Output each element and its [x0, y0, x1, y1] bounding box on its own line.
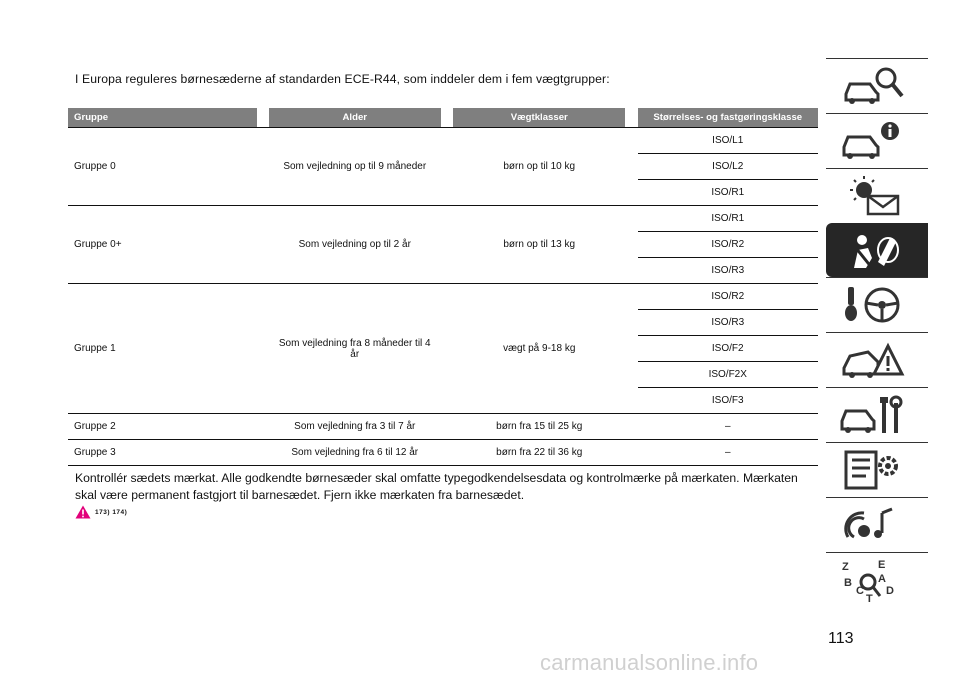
car-breakdown-icon: [838, 338, 910, 382]
age-cell: Som vejledning fra 6 til 12 år: [269, 439, 441, 466]
group-cell: Gruppe 2: [68, 413, 257, 439]
tab-car-info[interactable]: [826, 113, 928, 168]
size-class-cell: –: [638, 413, 819, 439]
header-size: Størrelses- og fastgøringsklasse: [638, 108, 819, 127]
weight-cell: børn fra 22 til 36 kg: [453, 439, 625, 466]
size-class-cell: ISO/R1: [638, 205, 819, 231]
tab-emergency[interactable]: [826, 332, 928, 387]
svg-text:A: A: [878, 573, 886, 585]
tab-index[interactable]: [826, 552, 928, 607]
car-info-icon: [838, 119, 910, 163]
key-steering-icon: [838, 283, 910, 327]
size-class-cell: –: [638, 439, 819, 466]
header-age: Alder: [269, 108, 441, 127]
table-row: [68, 205, 818, 231]
car-search-icon: [838, 64, 910, 108]
table-row: [68, 283, 818, 309]
warning-triangle-icon: [75, 505, 91, 519]
weight-cell: børn fra 15 til 25 kg: [453, 413, 625, 439]
svg-text:E: E: [878, 559, 886, 571]
svg-text:B: B: [844, 577, 852, 589]
svg-text:T: T: [866, 593, 873, 602]
iso-class-table: [68, 108, 818, 466]
warning-light-message-icon: [838, 174, 910, 218]
chapter-sidebar: [826, 58, 928, 607]
group-cell: Gruppe 1: [68, 283, 257, 413]
group-cell: Gruppe 0+: [68, 205, 257, 283]
size-class-cell: ISO/L2: [638, 153, 819, 179]
watermark: carmanualsonline.info: [540, 650, 759, 675]
weight-cell: vægt på 9-18 kg: [453, 283, 625, 413]
warning-refs: 173) 174): [95, 508, 128, 516]
age-cell: Som vejledning fra 8 måneder til 4 år: [269, 283, 441, 413]
svg-text:Z: Z: [842, 561, 849, 573]
intro-text: I Europa reguleres børnesæderne af standarden ECE-R44, som inddeler dem i fem vægtgrupper:: [75, 72, 610, 86]
service-list-icon: [838, 448, 910, 492]
size-class-cell: ISO/R2: [638, 231, 819, 257]
size-class-cell: ISO/R3: [638, 257, 819, 283]
group-cell: Gruppe 0: [68, 127, 257, 205]
tab-maintenance[interactable]: [826, 387, 928, 442]
tab-warning-lights[interactable]: [826, 168, 928, 223]
age-cell: Som vejledning op til 2 år: [269, 205, 441, 283]
media-note-icon: [838, 503, 910, 547]
svg-text:D: D: [886, 585, 894, 597]
group-cell: Gruppe 3: [68, 439, 257, 466]
tab-car-search[interactable]: [826, 58, 928, 113]
size-class-cell: ISO/R3: [638, 309, 819, 335]
size-class-cell: ISO/R1: [638, 179, 819, 205]
size-class-cell: ISO/F3: [638, 387, 819, 413]
size-class-cell: ISO/F2X: [638, 361, 819, 387]
weight-cell: børn op til 13 kg: [453, 205, 625, 283]
size-class-cell: ISO/R2: [638, 283, 819, 309]
header-weight: Vægtklasser: [453, 108, 625, 127]
table-row: [68, 127, 818, 153]
car-tools-icon: [838, 393, 910, 437]
tab-safety[interactable]: [826, 223, 928, 277]
tab-starting-driving[interactable]: [826, 277, 928, 332]
tab-multimedia[interactable]: [826, 497, 928, 552]
table-header-row: [68, 108, 818, 127]
table-row: [68, 413, 818, 439]
svg-text:C: C: [856, 585, 864, 597]
table-row: [68, 439, 818, 466]
header-group: Gruppe: [68, 108, 257, 127]
weight-cell: børn op til 10 kg: [453, 127, 625, 205]
warning-reference: [75, 505, 127, 519]
seatbelt-airbag-icon: [838, 228, 910, 272]
page-number: 113: [828, 630, 854, 647]
size-class-cell: ISO/F2: [638, 335, 819, 361]
alphabet-index-icon: [838, 558, 910, 602]
size-class-cell: ISO/L1: [638, 127, 819, 153]
footer-text: Kontrollér sædets mærkat. Alle godkendte børnesæder skal omfatte typegodkendelsesdata og kontrolmærke på mærkaten. Mærkaten skal være permanent fastgjort til barnesædet. Fjern ikke mærkaten fra barnesædet.: [75, 471, 798, 502]
tab-technical-data[interactable]: [826, 442, 928, 497]
age-cell: Som vejledning op til 9 måneder: [269, 127, 441, 205]
age-cell: Som vejledning fra 3 til 7 år: [269, 413, 441, 439]
